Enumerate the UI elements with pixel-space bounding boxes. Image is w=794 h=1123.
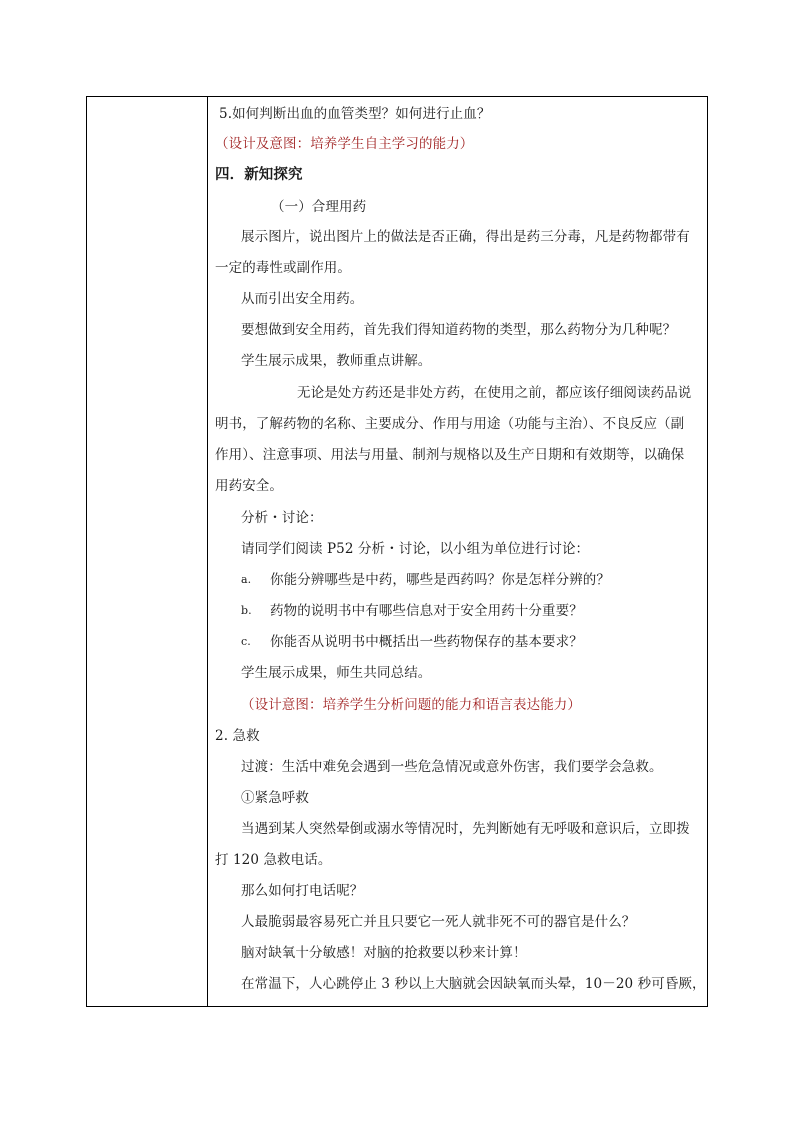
- question-5: 5.如何判断出血的血管类型？如何进行止血？: [219, 106, 491, 122]
- paragraph-line: 一定的毒性或副作用。: [215, 260, 351, 276]
- paragraph-line: 当遇到某人突然晕倒或溺水等情况时，先判断她有无呼吸和意识后，立即拨: [241, 821, 690, 837]
- paragraph-line: 要想做到安全用药，首先我们得知道药物的类型，那么药物分为几种呢？: [241, 322, 677, 338]
- paragraph-line: 过渡：生活中难免会遇到一些危急情况或意外伤害，我们要学会急救。: [241, 759, 663, 775]
- list-marker: b.: [241, 604, 252, 617]
- list-item: 药物的说明书中有哪些信息对于安全用药十分重要？: [270, 603, 583, 619]
- paragraph-line: 脑对缺氧十分敏感！对脑的抢救要以秒来计算！: [241, 945, 527, 961]
- paragraph-line: 在常温下，人心跳停止 3 秒以上大脑就会因缺氧而头晕，10－20 秒可昏厥，: [241, 976, 706, 992]
- list-item: 你能否从说明书中概括出一些药物保存的基本要求？: [270, 634, 583, 650]
- list-item: 你能分辨哪些是中药，哪些是西药吗？你是怎样分辨的？: [270, 572, 610, 588]
- list-marker: a.: [241, 573, 252, 586]
- paragraph-line: 请同学们阅读 P52 分析・讨论，以小组为单位进行讨论：: [241, 541, 590, 557]
- paragraph-line: 明书，了解药物的名称、主要成分、作用与用途（功能与主治）、不良反应（副: [215, 416, 685, 432]
- paragraph-line: 从而引出安全用药。: [241, 291, 364, 307]
- paragraph-line: 学生展示成果，教师重点讲解。: [241, 353, 432, 369]
- paragraph-line: 人最脆弱最容易死亡并且只要它一死人就非死不可的器官是什么？: [241, 914, 636, 930]
- subsection-heading-emergency-call: ①紧急呼救: [241, 790, 309, 806]
- paragraph-line: 作用）、注意事项、用法与用量、制剂与规格以及生产日期和有效期等，以确保: [215, 447, 685, 463]
- design-intent-2: （设计意图：培养学生分析问题的能力和语言表达能力）: [241, 697, 581, 713]
- list-marker: c.: [241, 635, 251, 648]
- paragraph-line: 用药安全。: [215, 478, 283, 494]
- paragraph-line: 打 120 急救电话。: [215, 852, 332, 868]
- section-heading-4: 四．新知探究: [215, 166, 303, 183]
- design-intent-1: （设计及意图：培养学生自主学习的能力）: [215, 136, 474, 152]
- paragraph-line: 展示图片，说出图片上的做法是否正确，得出是药三分毒，凡是药物都带有: [241, 229, 690, 245]
- subsection-heading-1: （一）合理用药: [271, 199, 367, 215]
- lesson-table: [86, 96, 708, 1007]
- paragraph-line: 无论是处方药还是非处方药，在使用之前，都应该仔细阅读药品说: [297, 385, 692, 401]
- section-heading-2: 2. 急救: [215, 728, 260, 744]
- column-divider: [207, 97, 208, 1006]
- paragraph-line: 分析・讨论：: [241, 510, 323, 526]
- paragraph-line: 学生展示成果，师生共同总结。: [241, 665, 432, 681]
- paragraph-line: 那么如何打电话呢？: [241, 883, 364, 899]
- content-cell: [215, 97, 706, 1006]
